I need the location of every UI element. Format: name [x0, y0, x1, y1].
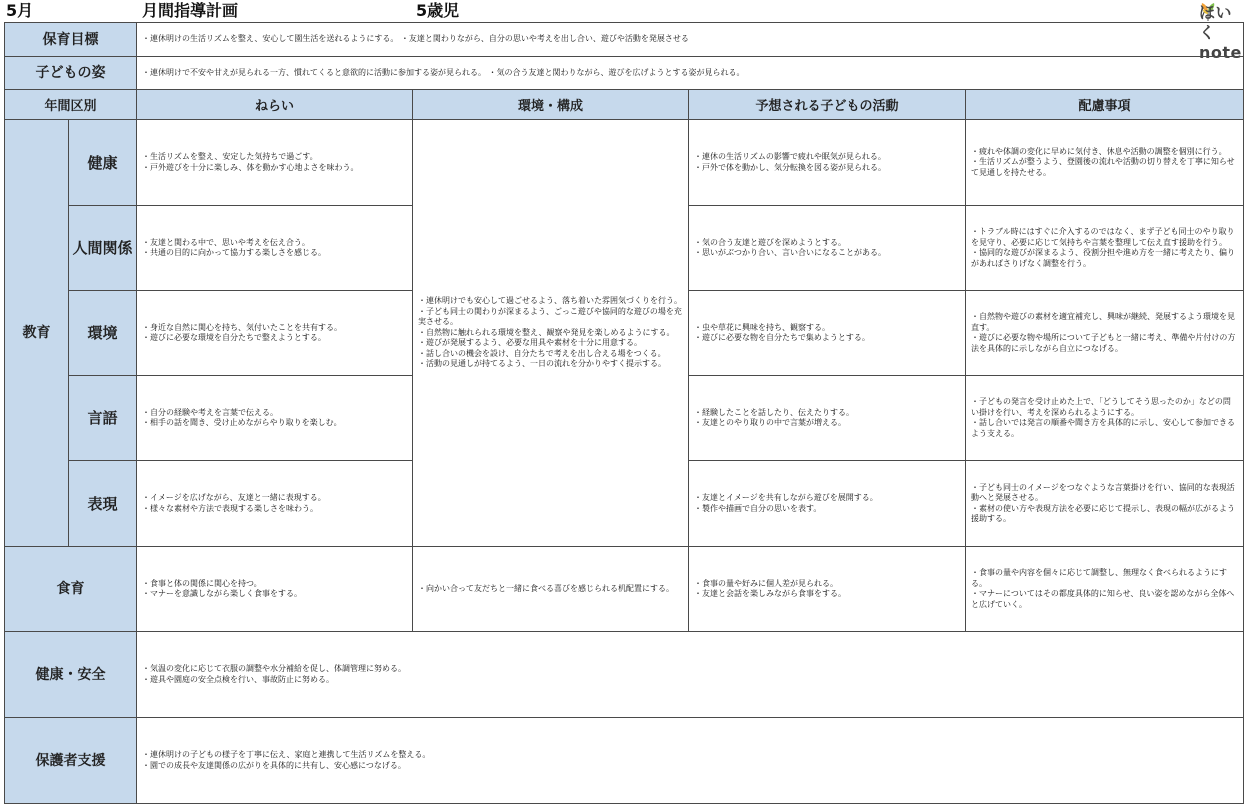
goal-text: ・連休明けの生活リズムを整え、安心して園生活を送れるようにする。 ・友達と関わりながら、自分の思いや考えを出し合い、遊びや活動を発展させる: [137, 23, 1244, 57]
area-label: 言語: [69, 376, 137, 461]
plan-title: 月間指導計画: [142, 1, 239, 20]
care-cell: ・自然物や遊びの素材を適宜補充し、興味が継続、発展するよう環境を見直す。 ・遊びに必要な物や場所について子どもと一緒に考え、準備や片付けの方法を具体的に示しながら自立につなげる。: [966, 291, 1244, 376]
area-label: 環境: [69, 291, 137, 376]
environment-cell: ・連休明けでも安心して過ごせるよう、落ち着いた雰囲気づくりを行う。 ・子ども同士の関わりが深まるよう、ごっこ遊びや協同的な遊びの場を充実させる。 ・自然物に触れられる環境を整え、観察や発見を楽しめるようにする。 ・遊びが発展するよう、必要な用具や素材を十分に用意する。 ・話し合いの機会を設け、自分たちで考えを出し合える場をつくる。 ・活動の見通しが持てるよう、一日の流れを分かりやすく提示する。: [413, 120, 689, 547]
child-text: ・連休明けで不安や甘えが見られる一方、慣れてくると意欲的に活動に参加する姿が見られる。 ・気の合う友達と関わりながら、遊びを広げようとする姿が見られる。: [137, 57, 1244, 90]
col-header-care: 配慮事項: [966, 90, 1244, 120]
month-label: 5月: [6, 1, 34, 20]
area-label: 表現: [69, 461, 137, 547]
safety-label: 健康・安全: [5, 632, 137, 718]
activity-cell: ・虫や草花に興味を持ち、観察する。 ・遊びに必要な物を自分たちで集めようとする。: [689, 291, 966, 376]
logo-text: ほいくnote: [1199, 3, 1242, 62]
col-header-activity: 予想される子どもの活動: [689, 90, 966, 120]
education-label: 教育: [5, 120, 69, 547]
activity-cell: ・連休の生活リズムの影響で疲れや眠気が見られる。 ・戸外で体を動かし、気分転換を図る姿が見られる。: [689, 120, 966, 206]
activity-cell: ・友達とイメージを共有しながら遊びを展開する。 ・製作や描画で自分の思いを表す。: [689, 461, 966, 547]
parent-label: 保護者支援: [5, 718, 137, 804]
child-label: 子どもの姿: [5, 57, 137, 90]
col-header-aim: ねらい: [137, 90, 413, 120]
care-cell: ・子ども同士のイメージをつなぐような言葉掛けを行い、協同的な表現活動へと発展させる。 ・素材の使い方や表現方法を必要に応じて提示し、表現の幅が広がるよう援助する。: [966, 461, 1244, 547]
food-label: 食育: [5, 547, 137, 632]
brand-logo: [1199, 2, 1242, 62]
age-label: 5歳児: [416, 1, 460, 20]
care-cell: ・子どもの発言を受け止めた上で、「どうしてそう思ったのか」などの問い掛けを行い、考えを深められるようにする。 ・話し合いでは発言の順番や聞き方を具体的に示し、安心して参加できるよう支える。: [966, 376, 1244, 461]
safety-text: ・気温の変化に応じて衣服の調整や水分補給を促し、体調管理に努める。 ・遊具や園庭の安全点検を行い、事故防止に努める。: [137, 632, 1244, 718]
care-cell: ・トラブル時にはすぐに介入するのではなく、まず子ども同士のやり取りを見守り、必要に応じて気持ちや言葉を整理して伝え直す援助を行う。 ・協同的な遊びが深まるよう、役割分担や進め方を一緒に考えたり、偏りがあればさりげなく調整を行う。: [966, 206, 1244, 291]
safety-row: [5, 632, 1244, 718]
goal-row: [5, 23, 1244, 57]
food-env: ・向かい合って友だちと一緒に食べる喜びを感じられる机配置にする。: [413, 547, 689, 632]
aim-cell: ・身近な自然に関心を持ち、気付いたことを共有する。 ・遊びに必要な環境を自分たちで整えようとする。: [137, 291, 413, 376]
aim-cell: ・生活リズムを整え、安定した気持ちで過ごす。 ・戸外遊びを十分に楽しみ、体を動かす心地よさを味わう。: [137, 120, 413, 206]
col-header-env: 環境・構成: [413, 90, 689, 120]
parent-row: [5, 718, 1244, 804]
area-label: 健康: [69, 120, 137, 206]
aim-cell: ・イメージを広げながら、友達と一緒に表現する。 ・様々な素材や方法で表現する楽しさを味わう。: [137, 461, 413, 547]
column-header-row: [5, 90, 1244, 120]
goal-label: 保育目標: [5, 23, 137, 57]
child-row: [5, 57, 1244, 90]
food-aim: ・食事と体の関係に関心を持つ。 ・マナーを意識しながら楽しく食事をする。: [137, 547, 413, 632]
activity-cell: ・経験したことを話したり、伝えたりする。 ・友達とのやり取りの中で言葉が増える。: [689, 376, 966, 461]
parent-text: ・連休明けの子どもの様子を丁寧に伝え、家庭と連携して生活リズムを整える。 ・園での成長や友達関係の広がりを具体的に共有し、安心感につなげる。: [137, 718, 1244, 804]
monthly-plan-table: [4, 22, 1244, 804]
activity-cell: ・気の合う友達と遊びを深めようとする。 ・思いがぶつかり合い、言い合いになることがある。: [689, 206, 966, 291]
col-header-section: 年間区別: [5, 90, 137, 120]
edu-row-health: [5, 120, 1244, 206]
food-row: [5, 547, 1244, 632]
area-label: 人間関係: [69, 206, 137, 291]
care-cell: ・疲れや体調の変化に早めに気付き、休息や活動の調整を個別に行う。 ・生活リズムが整うよう、登園後の流れや活動の切り替えを丁寧に知らせて見通しを持たせる。: [966, 120, 1244, 206]
aim-cell: ・友達と関わる中で、思いや考えを伝え合う。 ・共通の目的に向かって協力する楽しさを感じる。: [137, 206, 413, 291]
food-care: ・食事の量や内容を個々に応じて調整し、無理なく食べられるようにする。 ・マナーについてはその都度具体的に知らせ、良い姿を認めながら全体へと広げていく。: [966, 547, 1244, 632]
aim-cell: ・自分の経験や考えを言葉で伝える。 ・相手の話を聞き、受け止めながらやり取りを楽しむ。: [137, 376, 413, 461]
food-activity: ・食事の量や好みに個人差が見られる。 ・友達と会話を楽しみながら食事をする。: [689, 547, 966, 632]
